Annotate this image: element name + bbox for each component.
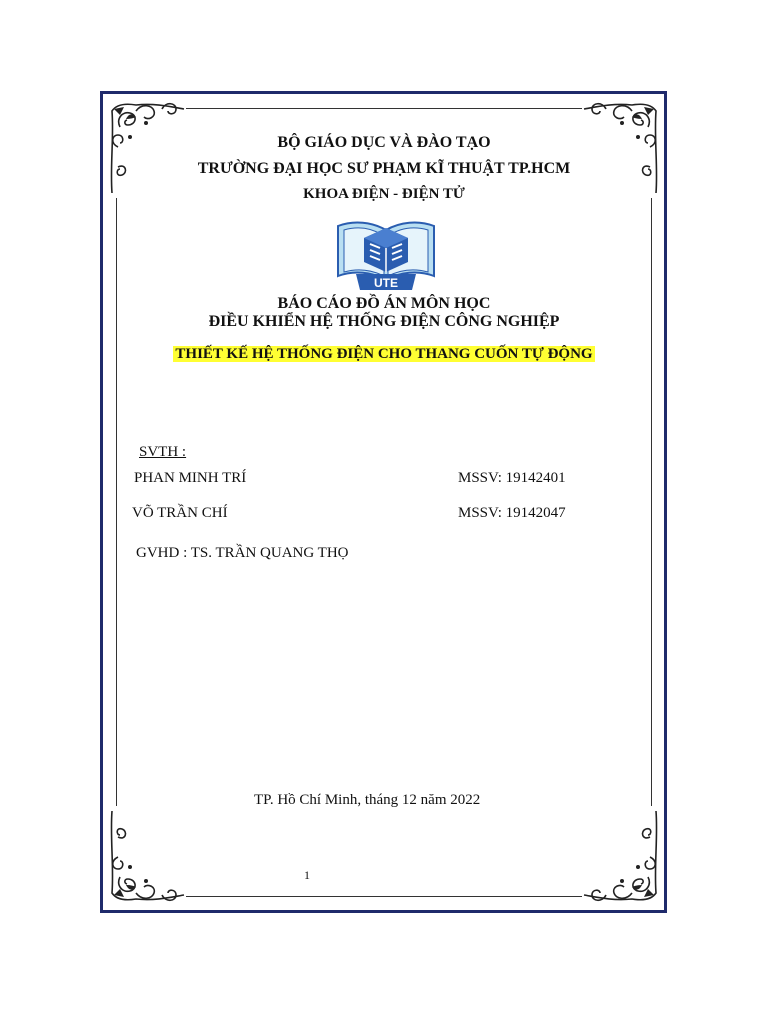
topic-title — [0, 346, 768, 363]
faculty-heading: KHOA ĐIỆN - ĐIỆN TỬ — [303, 186, 465, 202]
report-type: BÁO CÁO ĐỒ ÁN MÔN HỌC — [277, 295, 491, 312]
advisor: GVHD : TS. TRẦN QUANG THỌ — [136, 545, 349, 561]
page-border — [100, 91, 667, 913]
ornament-corner-icon — [582, 807, 662, 907]
course-title: ĐIỀU KHIỂN HỆ THỐNG ĐIỆN CÔNG NGHIỆP — [208, 313, 560, 330]
ute-logo — [334, 218, 438, 292]
inner-border-left — [116, 198, 117, 806]
inner-border-bottom — [186, 896, 582, 897]
ornament-corner-icon — [106, 807, 186, 907]
student-id: MSSV: 19142401 — [458, 470, 566, 486]
students-label: SVTH : — [139, 444, 187, 460]
place-date: TP. Hồ Chí Minh, tháng 12 năm 2022 — [254, 792, 481, 808]
page-number: 1 — [304, 868, 310, 882]
student-name: PHAN MINH TRÍ — [134, 470, 247, 486]
inner-border-right — [651, 198, 652, 806]
inner-border-top — [186, 108, 582, 109]
topic-title-text: THIẾT KẾ HỆ THỐNG ĐIỆN CHO THANG CUỐN TỰ ĐỘNG — [175, 346, 593, 362]
student-id: MSSV: 19142047 — [458, 505, 566, 521]
student-name: VÕ TRẦN CHÍ — [132, 505, 228, 521]
logo-text: UTE — [374, 276, 398, 290]
university-heading: TRƯỜNG ĐẠI HỌC SƯ PHẠM KĨ THUẬT TP.HCM — [197, 160, 571, 177]
ministry-heading: BỘ GIÁO DỤC VÀ ĐÀO TẠO — [277, 134, 491, 151]
